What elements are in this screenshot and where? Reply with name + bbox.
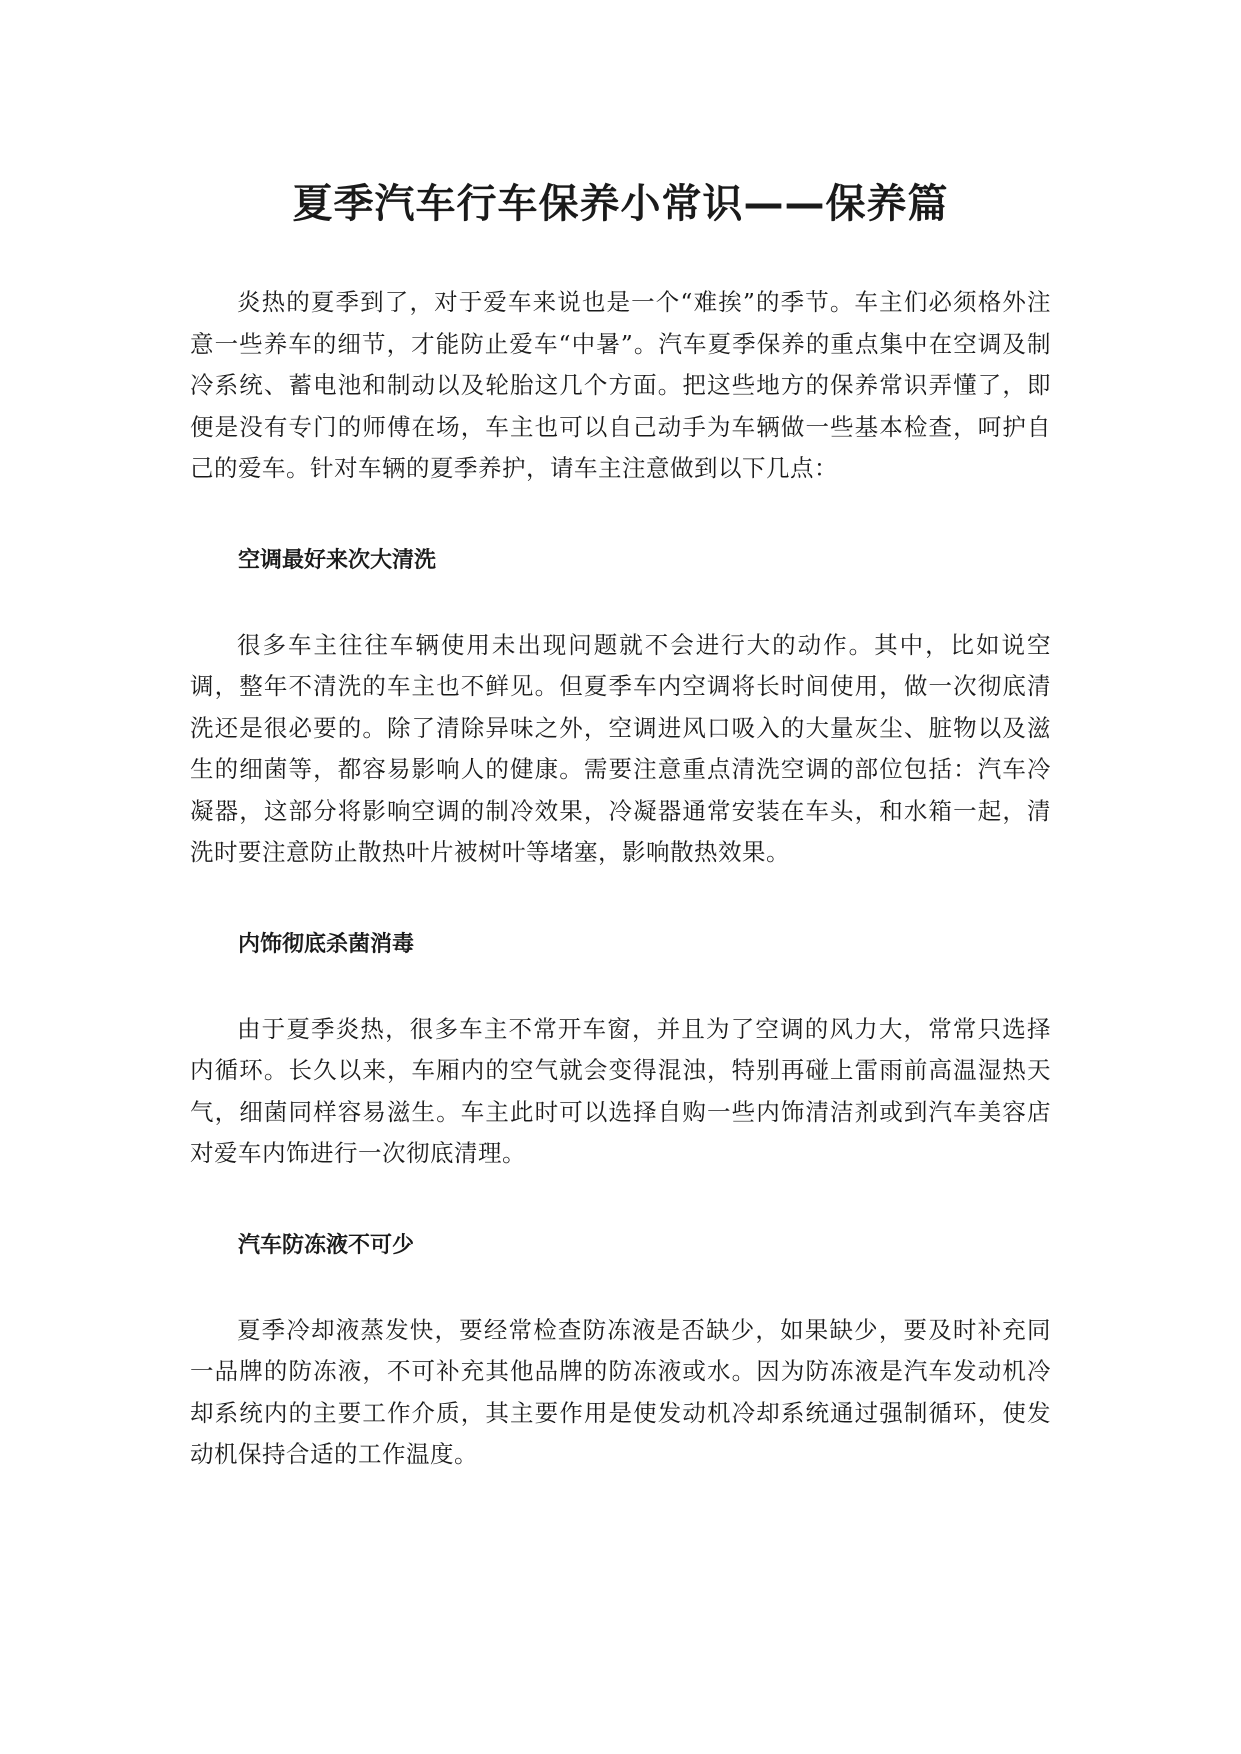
document-body (190, 282, 1051, 1476)
intro-paragraph: 炎热的夏季到了，对于爱车来说也是一个“难挨”的季节。车主们必须格外注意一些养车的细节，才能防止爱车“中暑”。汽车夏季保养的重点集中在空调及制冷系统、蓄电池和制动以及轮胎这几个方面。把这些地方的保养常识弄懂了，即便是没有专门的师傅在场，车主也可以自己动手为车辆做一些基本检查，呵护自己的爱车。针对车辆的夏季养护，请车主注意做到以下几点： (190, 288, 1051, 482)
section-body-interior-disinfection: 由于夏季炎热，很多车主不常开车窗，并且为了空调的风力大，常常只选择内循环。长久以来，车厢内的空气就会变得混浊，特别再碰上雷雨前高温湿热天气，细菌同样容易滋生。车主此时可以选择自购一些内饰清洁剂或到汽车美容店对爱车内饰进行一次彻底清理。 (190, 1014, 1051, 1167)
section-heading-antifreeze: 汽车防冻液不可少 (238, 1232, 415, 1258)
section-heading-ac-cleaning: 空调最好来次大清洗 (238, 547, 437, 573)
section-body-ac-cleaning: 很多车主往往车辆使用未出现问题就不会进行大的动作。其中，比如说空调，整年不清洗的车主也不鲜见。但夏季车内空调将长时间使用，做一次彻底清洗还是很必要的。除了清除异味之外，空调进风口吸入的大量灰尘、脏物以及滋生的细菌等，都容易影响人的健康。需要注意重点清洗空调的部位包括：汽车冷凝器，这部分将影响空调的制冷效果，冷凝器通常安装在车头，和水箱一起，清洗时要注意防止散热叶片被树叶等堵塞，影响散热效果。 (190, 630, 1051, 866)
document-title: 夏季汽车行车保养小常识——保养篇 (292, 181, 949, 227)
section-body-antifreeze: 夏季冷却液蒸发快，要经常检查防冻液是否缺少，如果缺少，要及时补充同一品牌的防冻液，不可补充其他品牌的防冻液或水。因为防冻液是汽车发动机冷却系统内的主要工作介质，其主要作用是使发动机冷却系统通过强制循环，使发动机保持合适的工作温度。 (190, 1315, 1051, 1468)
section-heading-interior-disinfection: 内饰彻底杀菌消毒 (238, 931, 415, 957)
